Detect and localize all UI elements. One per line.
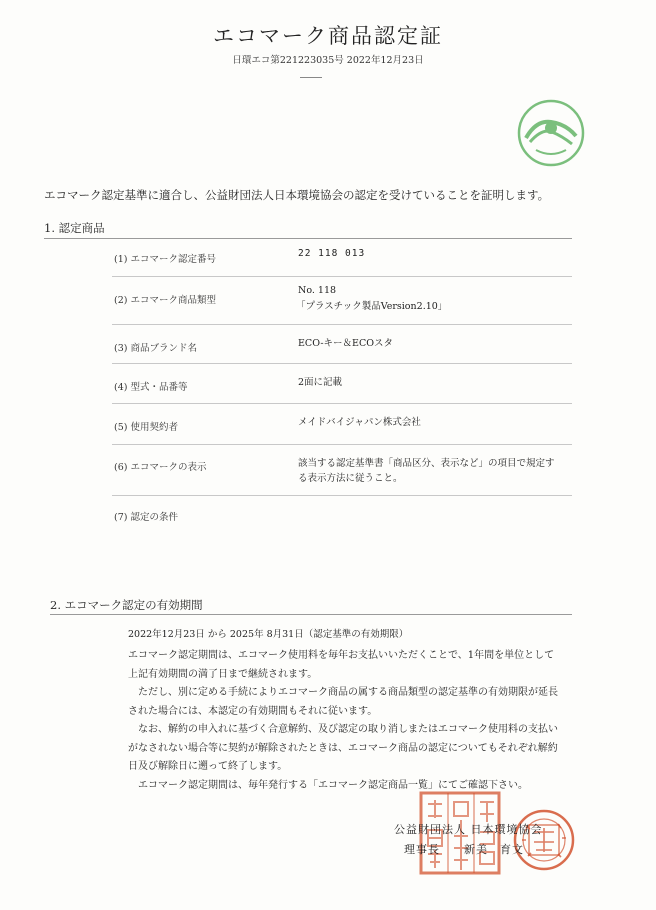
row-value-eco-number: 22 118 013 [298, 248, 366, 259]
row-value-brand-name: ECO-キー＆ECOスタ [298, 338, 394, 349]
terms-line: がなされない場合等に契約が解除されたときは、エコマーク商品の認定についてもそれぞれ解約 [128, 742, 558, 754]
terms-line: された場合には、本認定の有効期間もそれに従います。 [128, 705, 378, 717]
row-divider [112, 324, 572, 325]
terms-line: なお、解約の申入れに基づく合意解約、及び認定の取り消しまたはエコマーク使用料の支払い [138, 724, 558, 735]
row-value-eco-display-line1: 該当する認定基準書「商品区分、表示など」の項目で規定す [298, 458, 555, 469]
section-heading-certified-product: 1. 認定商品 [44, 221, 105, 235]
eco-mark-icon [516, 98, 586, 168]
title-divider [300, 77, 322, 78]
terms-line: 上記有効期間の満了日まで継続されます。 [128, 668, 318, 680]
row-divider [112, 363, 572, 364]
row-label-brand-name: (3) 商品ブランド名 [114, 343, 197, 354]
row-value-category-number: No. 118 [298, 285, 337, 296]
document-title: エコマーク商品認定証 [213, 24, 443, 48]
row-value-model-number: 2面に記載 [298, 377, 343, 388]
row-divider [112, 403, 572, 404]
section-heading-validity-period: 2. エコマーク認定の有効期間 [50, 598, 203, 612]
row-divider [112, 495, 572, 496]
row-value-category-name: 「プラスチック製品Version2.10」 [296, 301, 448, 312]
terms-line: エコマーク認定期間は、毎年発行する「エコマーク認定商品一覧」にてご確認下さい。 [138, 779, 528, 791]
issuer-president: 理事長 新美 育文 [404, 843, 524, 856]
row-value-licensee: メイドバイジャパン株式会社 [298, 417, 421, 428]
validity-terms [128, 647, 580, 795]
row-divider [112, 276, 572, 277]
row-label-conditions: (7) 認定の条件 [114, 512, 178, 523]
validity-period: 2022年12月23日 から 2025年 8月31日（認定基準の有効期限） [128, 629, 409, 640]
terms-line: エコマーク認定期間は、エコマーク使用料を毎年お支払いいただくことで、1年間を単位として [128, 650, 555, 661]
row-label-eco-number: (1) エコマーク認定番号 [114, 254, 216, 265]
row-label-product-category: (2) エコマーク商品類型 [114, 295, 216, 306]
certification-statement: エコマーク認定基準に適合し、公益財団法人日本環境協会の認定を受けていることを証明します。 [44, 188, 550, 202]
terms-line: 日及び解除日に遡って終了します。 [128, 761, 288, 772]
terms-line: ただし、別に定める手続によりエコマーク商品の属する商品類型の認定基準の有効期限が延長 [138, 687, 558, 698]
section-rule [50, 614, 572, 615]
row-label-eco-display: (6) エコマークの表示 [114, 462, 207, 473]
row-divider [112, 444, 572, 445]
section-rule [44, 238, 572, 239]
round-seal-icon [512, 808, 576, 872]
row-value-eco-display-line2: る表示方法に従うこと。 [298, 473, 403, 484]
row-label-model-number: (4) 型式・品番等 [114, 382, 188, 393]
row-label-licensee: (5) 使用契約者 [114, 422, 178, 433]
certificate-number: 日環エコ第221223035号 2022年12月23日 [232, 55, 424, 66]
issuer-organization: 公益財団法人 日本環境協会 [394, 823, 543, 836]
